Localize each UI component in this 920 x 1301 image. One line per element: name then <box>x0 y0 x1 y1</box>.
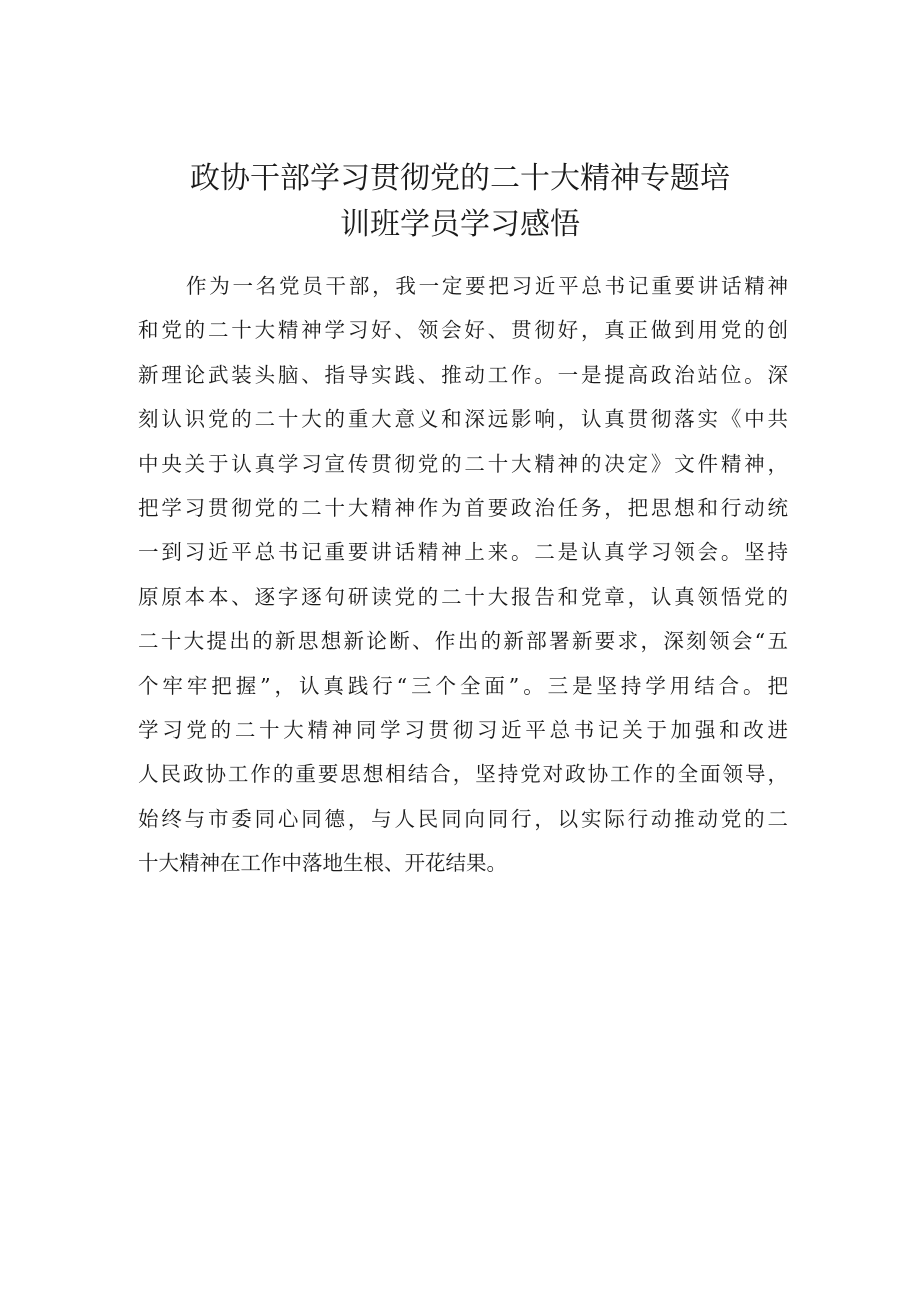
body-line: 刻认识党的二十大的重大意义和深远影响，认真贯彻落实《中共 <box>138 407 788 432</box>
body-paragraph <box>138 264 788 886</box>
title-line-1: 政协干部学习贯彻党的二十大精神专题培 <box>190 161 730 197</box>
body-line: 始终与市委同心同德，与人民同向同行，以实际行动推动党的二 <box>138 806 788 831</box>
body-line: 一到习近平总书记重要讲话精神上来。二是认真学习领会。坚持 <box>138 540 788 565</box>
body-line: 个牢牢把握”，认真践行“三个全面”。三是坚持学用结合。把 <box>138 673 788 698</box>
body-line: 中央关于认真学习宣传贯彻党的二十大精神的决定》文件精神， <box>138 451 788 476</box>
body-line: 作为一名党员干部，我一定要把习近平总书记重要讲话精神 <box>186 274 788 298</box>
body-line: 把学习贯彻党的二十大精神作为首要政治任务，把思想和行动统 <box>138 496 788 521</box>
body-line: 人民政协工作的重要思想相结合，坚持党对政协工作的全面领导， <box>138 762 788 787</box>
body-line: 学习党的二十大精神同学习贯彻习近平总书记关于加强和改进 <box>138 718 788 743</box>
body-line: 十大精神在工作中落地生根、开花结果。 <box>138 851 507 876</box>
body-line: 和党的二十大精神学习好、领会好、贯彻好，真正做到用党的创 <box>138 318 788 343</box>
body-line: 新理论武装头脑、指导实践、推动工作。一是提高政治站位。深 <box>138 362 788 387</box>
title-line-2: 训班学员学习感悟 <box>340 207 580 243</box>
body-line: 二十大提出的新思想新论断、作出的新部署新要求，深刻领会“五 <box>138 629 788 654</box>
document-title <box>0 156 920 248</box>
body-line: 原原本本、逐字逐句研读党的二十大报告和党章，认真领悟党的 <box>138 584 788 609</box>
